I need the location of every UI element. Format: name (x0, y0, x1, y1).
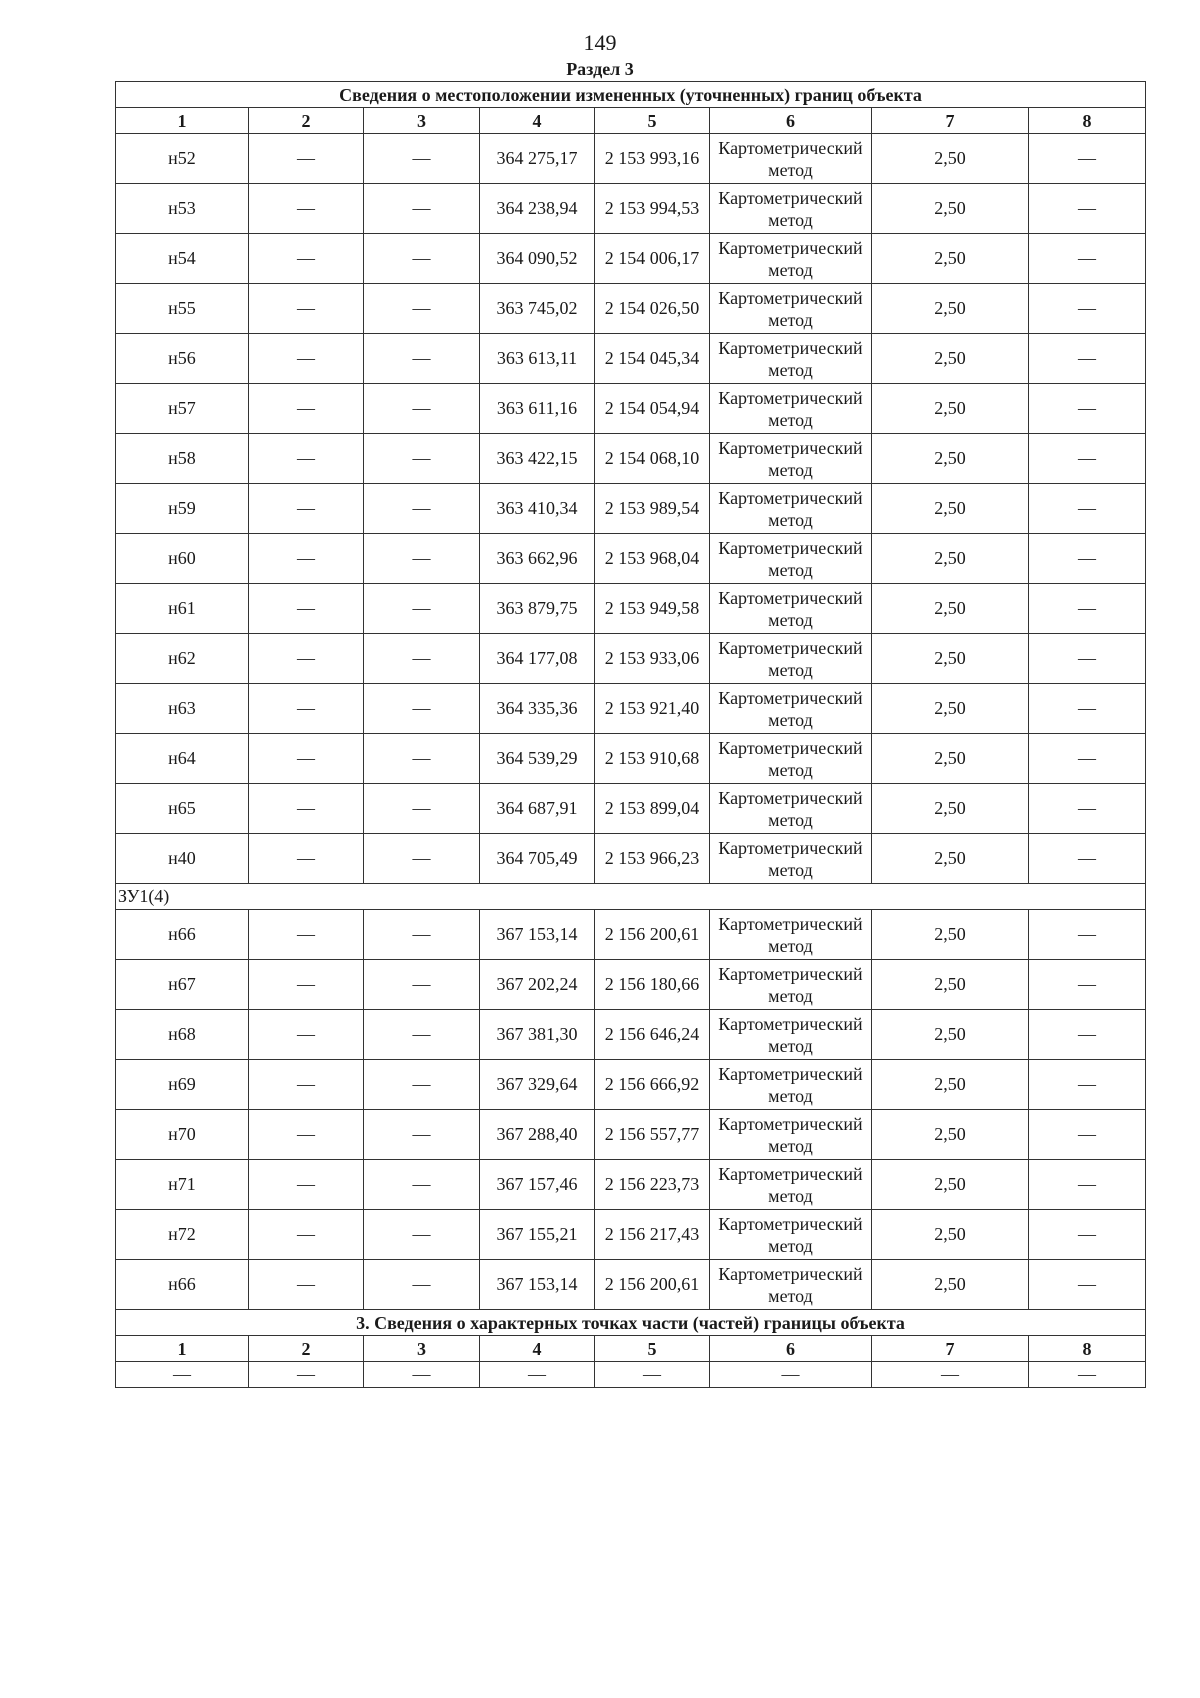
accuracy: 2,50 (872, 684, 1029, 734)
table-row (116, 384, 1146, 434)
method-cell: Картометрический метод (710, 434, 872, 484)
coord-y: 2 153 994,53 (595, 184, 710, 234)
cell-dash: — (1029, 484, 1146, 534)
cell-dash: — (364, 960, 480, 1010)
table-row (116, 1260, 1146, 1310)
coord-x: 364 705,49 (480, 834, 595, 884)
method-cell: Картометрический метод (710, 1160, 872, 1210)
accuracy: 2,50 (872, 584, 1029, 634)
cell-dash: — (1029, 1362, 1146, 1388)
point-id: н40 (116, 834, 249, 884)
cell-dash: — (249, 484, 364, 534)
coord-x: 367 155,21 (480, 1210, 595, 1260)
cell-dash: — (364, 334, 480, 384)
method-cell: Картометрический метод (710, 1110, 872, 1160)
table-row (116, 834, 1146, 884)
method-cell: Картометрический метод (710, 634, 872, 684)
cell-dash: — (364, 834, 480, 884)
column-number: 3 (364, 1336, 480, 1362)
cell-dash: — (364, 910, 480, 960)
accuracy: 2,50 (872, 784, 1029, 834)
coord-x: 363 662,96 (480, 534, 595, 584)
cell-dash: — (364, 484, 480, 534)
point-id: н53 (116, 184, 249, 234)
cell-dash: — (1029, 134, 1146, 184)
coord-y: 2 154 006,17 (595, 234, 710, 284)
cell-dash: — (595, 1362, 710, 1388)
cell-dash: — (364, 734, 480, 784)
accuracy: 2,50 (872, 384, 1029, 434)
cell-dash: — (364, 1210, 480, 1260)
coord-x: 367 202,24 (480, 960, 595, 1010)
column-number: 2 (249, 108, 364, 134)
point-id: н55 (116, 284, 249, 334)
cell-dash: — (1029, 910, 1146, 960)
coord-y: 2 156 666,92 (595, 1060, 710, 1110)
method-cell: Картометрический метод (710, 134, 872, 184)
table-row (116, 634, 1146, 684)
cell-dash: — (249, 1160, 364, 1210)
column-number: 5 (595, 108, 710, 134)
point-id: н67 (116, 960, 249, 1010)
accuracy: 2,50 (872, 234, 1029, 284)
coord-y: 2 156 180,66 (595, 960, 710, 1010)
cell-dash: — (1029, 334, 1146, 384)
column-number: 6 (710, 108, 872, 134)
column-number: 8 (1029, 1336, 1146, 1362)
cell-dash: — (1029, 584, 1146, 634)
coord-x: 363 613,11 (480, 334, 595, 384)
table-row (116, 1060, 1146, 1110)
point-id: н58 (116, 434, 249, 484)
column-number: 8 (1029, 108, 1146, 134)
coord-y: 2 154 045,34 (595, 334, 710, 384)
table-heading: Сведения о местоположении измененных (уточненных) границ объекта (116, 82, 1146, 108)
accuracy: 2,50 (872, 960, 1029, 1010)
coord-y: 2 156 217,43 (595, 1210, 710, 1260)
cell-dash: — (1029, 1110, 1146, 1160)
cell-dash: — (1029, 1260, 1146, 1310)
table-row (116, 134, 1146, 184)
group-label: ЗУ1(4) (116, 884, 1146, 910)
cell-dash: — (1029, 1210, 1146, 1260)
coord-y: 2 153 993,16 (595, 134, 710, 184)
cell-dash: — (249, 684, 364, 734)
point-id: н69 (116, 1060, 249, 1110)
method-cell: Картометрический метод (710, 284, 872, 334)
coord-x: 364 539,29 (480, 734, 595, 784)
column-numbers-row (116, 108, 1146, 134)
cell-dash: — (249, 284, 364, 334)
cell-dash: — (710, 1362, 872, 1388)
accuracy: 2,50 (872, 184, 1029, 234)
cell-dash: — (249, 1010, 364, 1060)
coord-y: 2 156 646,24 (595, 1010, 710, 1060)
table-row (116, 434, 1146, 484)
coord-x: 363 410,34 (480, 484, 595, 534)
method-cell: Картометрический метод (710, 1060, 872, 1110)
cell-dash: — (480, 1362, 595, 1388)
cell-dash: — (249, 910, 364, 960)
column-number: 1 (116, 1336, 249, 1362)
accuracy: 2,50 (872, 1210, 1029, 1260)
accuracy: 2,50 (872, 1110, 1029, 1160)
coord-y: 2 153 933,06 (595, 634, 710, 684)
cell-dash: — (364, 1060, 480, 1110)
coord-y: 2 153 968,04 (595, 534, 710, 584)
table-row (116, 334, 1146, 384)
method-cell: Картометрический метод (710, 584, 872, 634)
method-cell: Картометрический метод (710, 384, 872, 434)
coord-x: 367 153,14 (480, 910, 595, 960)
cell-dash: — (1029, 534, 1146, 584)
coord-x: 367 288,40 (480, 1110, 595, 1160)
cell-dash: — (249, 784, 364, 834)
cell-dash: — (364, 1362, 480, 1388)
point-id: н54 (116, 234, 249, 284)
point-id: н63 (116, 684, 249, 734)
accuracy: 2,50 (872, 484, 1029, 534)
cell-dash: — (364, 634, 480, 684)
point-id: н64 (116, 734, 249, 784)
cell-dash: — (364, 584, 480, 634)
cell-dash: — (364, 134, 480, 184)
coord-y: 2 154 068,10 (595, 434, 710, 484)
table-row (116, 734, 1146, 784)
coord-y: 2 154 026,50 (595, 284, 710, 334)
cell-dash: — (249, 1362, 364, 1388)
cell-dash: — (364, 534, 480, 584)
method-cell: Картометрический метод (710, 534, 872, 584)
coord-y: 2 154 054,94 (595, 384, 710, 434)
point-id: н65 (116, 784, 249, 834)
cell-dash: — (1029, 734, 1146, 784)
empty-row (116, 1362, 1146, 1388)
table-row (116, 684, 1146, 734)
cell-dash: — (1029, 684, 1146, 734)
table-row (116, 234, 1146, 284)
cell-dash: — (249, 960, 364, 1010)
column-number: 3 (364, 108, 480, 134)
point-id: н61 (116, 584, 249, 634)
table-row (116, 910, 1146, 960)
point-id: н60 (116, 534, 249, 584)
method-cell: Картометрический метод (710, 184, 872, 234)
table-row (116, 960, 1146, 1010)
part-heading: 3. Сведения о характерных точках части (частей) границы объекта (116, 1310, 1146, 1336)
coord-x: 363 745,02 (480, 284, 595, 334)
cell-dash: — (872, 1362, 1029, 1388)
point-id: н52 (116, 134, 249, 184)
column-number: 6 (710, 1336, 872, 1362)
part-heading-row (116, 1310, 1146, 1336)
coord-x: 367 153,14 (480, 1260, 595, 1310)
cell-dash: — (364, 1260, 480, 1310)
point-id: н59 (116, 484, 249, 534)
cell-dash: — (249, 334, 364, 384)
method-cell: Картометрический метод (710, 1010, 872, 1060)
point-id: н66 (116, 1260, 249, 1310)
cell-dash: — (249, 734, 364, 784)
method-cell: Картометрический метод (710, 484, 872, 534)
accuracy: 2,50 (872, 834, 1029, 884)
table-row (116, 1160, 1146, 1210)
coord-y: 2 153 989,54 (595, 484, 710, 534)
method-cell: Картометрический метод (710, 1260, 872, 1310)
column-number: 7 (872, 1336, 1029, 1362)
coord-x: 367 381,30 (480, 1010, 595, 1060)
table-row (116, 534, 1146, 584)
coord-y: 2 156 200,61 (595, 1260, 710, 1310)
coord-x: 364 177,08 (480, 634, 595, 684)
method-cell: Картометрический метод (710, 910, 872, 960)
coord-x: 364 687,91 (480, 784, 595, 834)
cell-dash: — (1029, 1010, 1146, 1060)
point-id: н70 (116, 1110, 249, 1160)
cell-dash: — (1029, 184, 1146, 234)
point-id: н71 (116, 1160, 249, 1210)
method-cell: Картометрический метод (710, 960, 872, 1010)
coord-x: 364 275,17 (480, 134, 595, 184)
coord-y: 2 153 921,40 (595, 684, 710, 734)
cell-dash: — (1029, 434, 1146, 484)
cell-dash: — (1029, 234, 1146, 284)
cell-dash: — (1029, 284, 1146, 334)
cell-dash: — (364, 384, 480, 434)
coord-x: 364 090,52 (480, 234, 595, 284)
page-number: 149 (583, 30, 617, 55)
table-row (116, 1210, 1146, 1260)
accuracy: 2,50 (872, 534, 1029, 584)
cell-dash: — (364, 684, 480, 734)
column-numbers-row (116, 1336, 1146, 1362)
method-cell: Картометрический метод (710, 734, 872, 784)
coord-x: 363 611,16 (480, 384, 595, 434)
method-cell: Картометрический метод (710, 1210, 872, 1260)
cell-dash: — (364, 434, 480, 484)
boundary-points-table (115, 81, 1146, 1388)
coord-x: 364 238,94 (480, 184, 595, 234)
cell-dash: — (364, 234, 480, 284)
group-row (116, 884, 1146, 910)
cell-dash: — (1029, 634, 1146, 684)
cell-dash: — (1029, 1160, 1146, 1210)
coord-x: 367 329,64 (480, 1060, 595, 1110)
point-id: н56 (116, 334, 249, 384)
cell-dash: — (249, 434, 364, 484)
method-cell: Картометрический метод (710, 334, 872, 384)
accuracy: 2,50 (872, 1060, 1029, 1110)
point-id: н57 (116, 384, 249, 434)
accuracy: 2,50 (872, 1010, 1029, 1060)
cell-dash: — (364, 784, 480, 834)
coord-x: 367 157,46 (480, 1160, 595, 1210)
cell-dash: — (249, 184, 364, 234)
accuracy: 2,50 (872, 284, 1029, 334)
accuracy: 2,50 (872, 734, 1029, 784)
method-cell: Картометрический метод (710, 234, 872, 284)
coord-x: 363 422,15 (480, 434, 595, 484)
cell-dash: — (1029, 960, 1146, 1010)
coord-y: 2 153 910,68 (595, 734, 710, 784)
table-row (116, 584, 1146, 634)
cell-dash: — (249, 234, 364, 284)
coord-y: 2 156 557,77 (595, 1110, 710, 1160)
accuracy: 2,50 (872, 134, 1029, 184)
table-row (116, 1110, 1146, 1160)
method-cell: Картометрический метод (710, 834, 872, 884)
cell-dash: — (364, 184, 480, 234)
point-id: н66 (116, 910, 249, 960)
point-id: н72 (116, 1210, 249, 1260)
column-number: 7 (872, 108, 1029, 134)
cell-dash: — (1029, 784, 1146, 834)
table-row (116, 184, 1146, 234)
cell-dash: — (364, 284, 480, 334)
cell-dash: — (1029, 384, 1146, 434)
column-number: 2 (249, 1336, 364, 1362)
cell-dash: — (249, 534, 364, 584)
accuracy: 2,50 (872, 634, 1029, 684)
coord-x: 364 335,36 (480, 684, 595, 734)
cell-dash: — (249, 1260, 364, 1310)
table-row (116, 1010, 1146, 1060)
cell-dash: — (249, 634, 364, 684)
cell-dash: — (249, 134, 364, 184)
accuracy: 2,50 (872, 334, 1029, 384)
coord-y: 2 153 899,04 (595, 784, 710, 834)
coord-y: 2 156 200,61 (595, 910, 710, 960)
accuracy: 2,50 (872, 434, 1029, 484)
accuracy: 2,50 (872, 910, 1029, 960)
cell-dash: — (364, 1110, 480, 1160)
cell-dash: — (249, 584, 364, 634)
cell-dash: — (364, 1010, 480, 1060)
column-number: 1 (116, 108, 249, 134)
cell-dash: — (249, 834, 364, 884)
coord-y: 2 153 966,23 (595, 834, 710, 884)
column-number: 4 (480, 1336, 595, 1362)
method-cell: Картометрический метод (710, 784, 872, 834)
table-row (116, 784, 1146, 834)
cell-dash: — (249, 384, 364, 434)
section-title: Раздел 3 (566, 59, 634, 79)
coord-y: 2 156 223,73 (595, 1160, 710, 1210)
column-number: 4 (480, 108, 595, 134)
cell-dash: — (249, 1110, 364, 1160)
point-id: н62 (116, 634, 249, 684)
cell-dash: — (249, 1210, 364, 1260)
accuracy: 2,50 (872, 1260, 1029, 1310)
coord-y: 2 153 949,58 (595, 584, 710, 634)
accuracy: 2,50 (872, 1160, 1029, 1210)
cell-dash: — (116, 1362, 249, 1388)
cell-dash: — (249, 1060, 364, 1110)
table-row (116, 284, 1146, 334)
table-row (116, 484, 1146, 534)
point-id: н68 (116, 1010, 249, 1060)
cell-dash: — (1029, 1060, 1146, 1110)
cell-dash: — (364, 1160, 480, 1210)
method-cell: Картометрический метод (710, 684, 872, 734)
column-number: 5 (595, 1336, 710, 1362)
table-heading-row (116, 82, 1146, 108)
cell-dash: — (1029, 834, 1146, 884)
coord-x: 363 879,75 (480, 584, 595, 634)
